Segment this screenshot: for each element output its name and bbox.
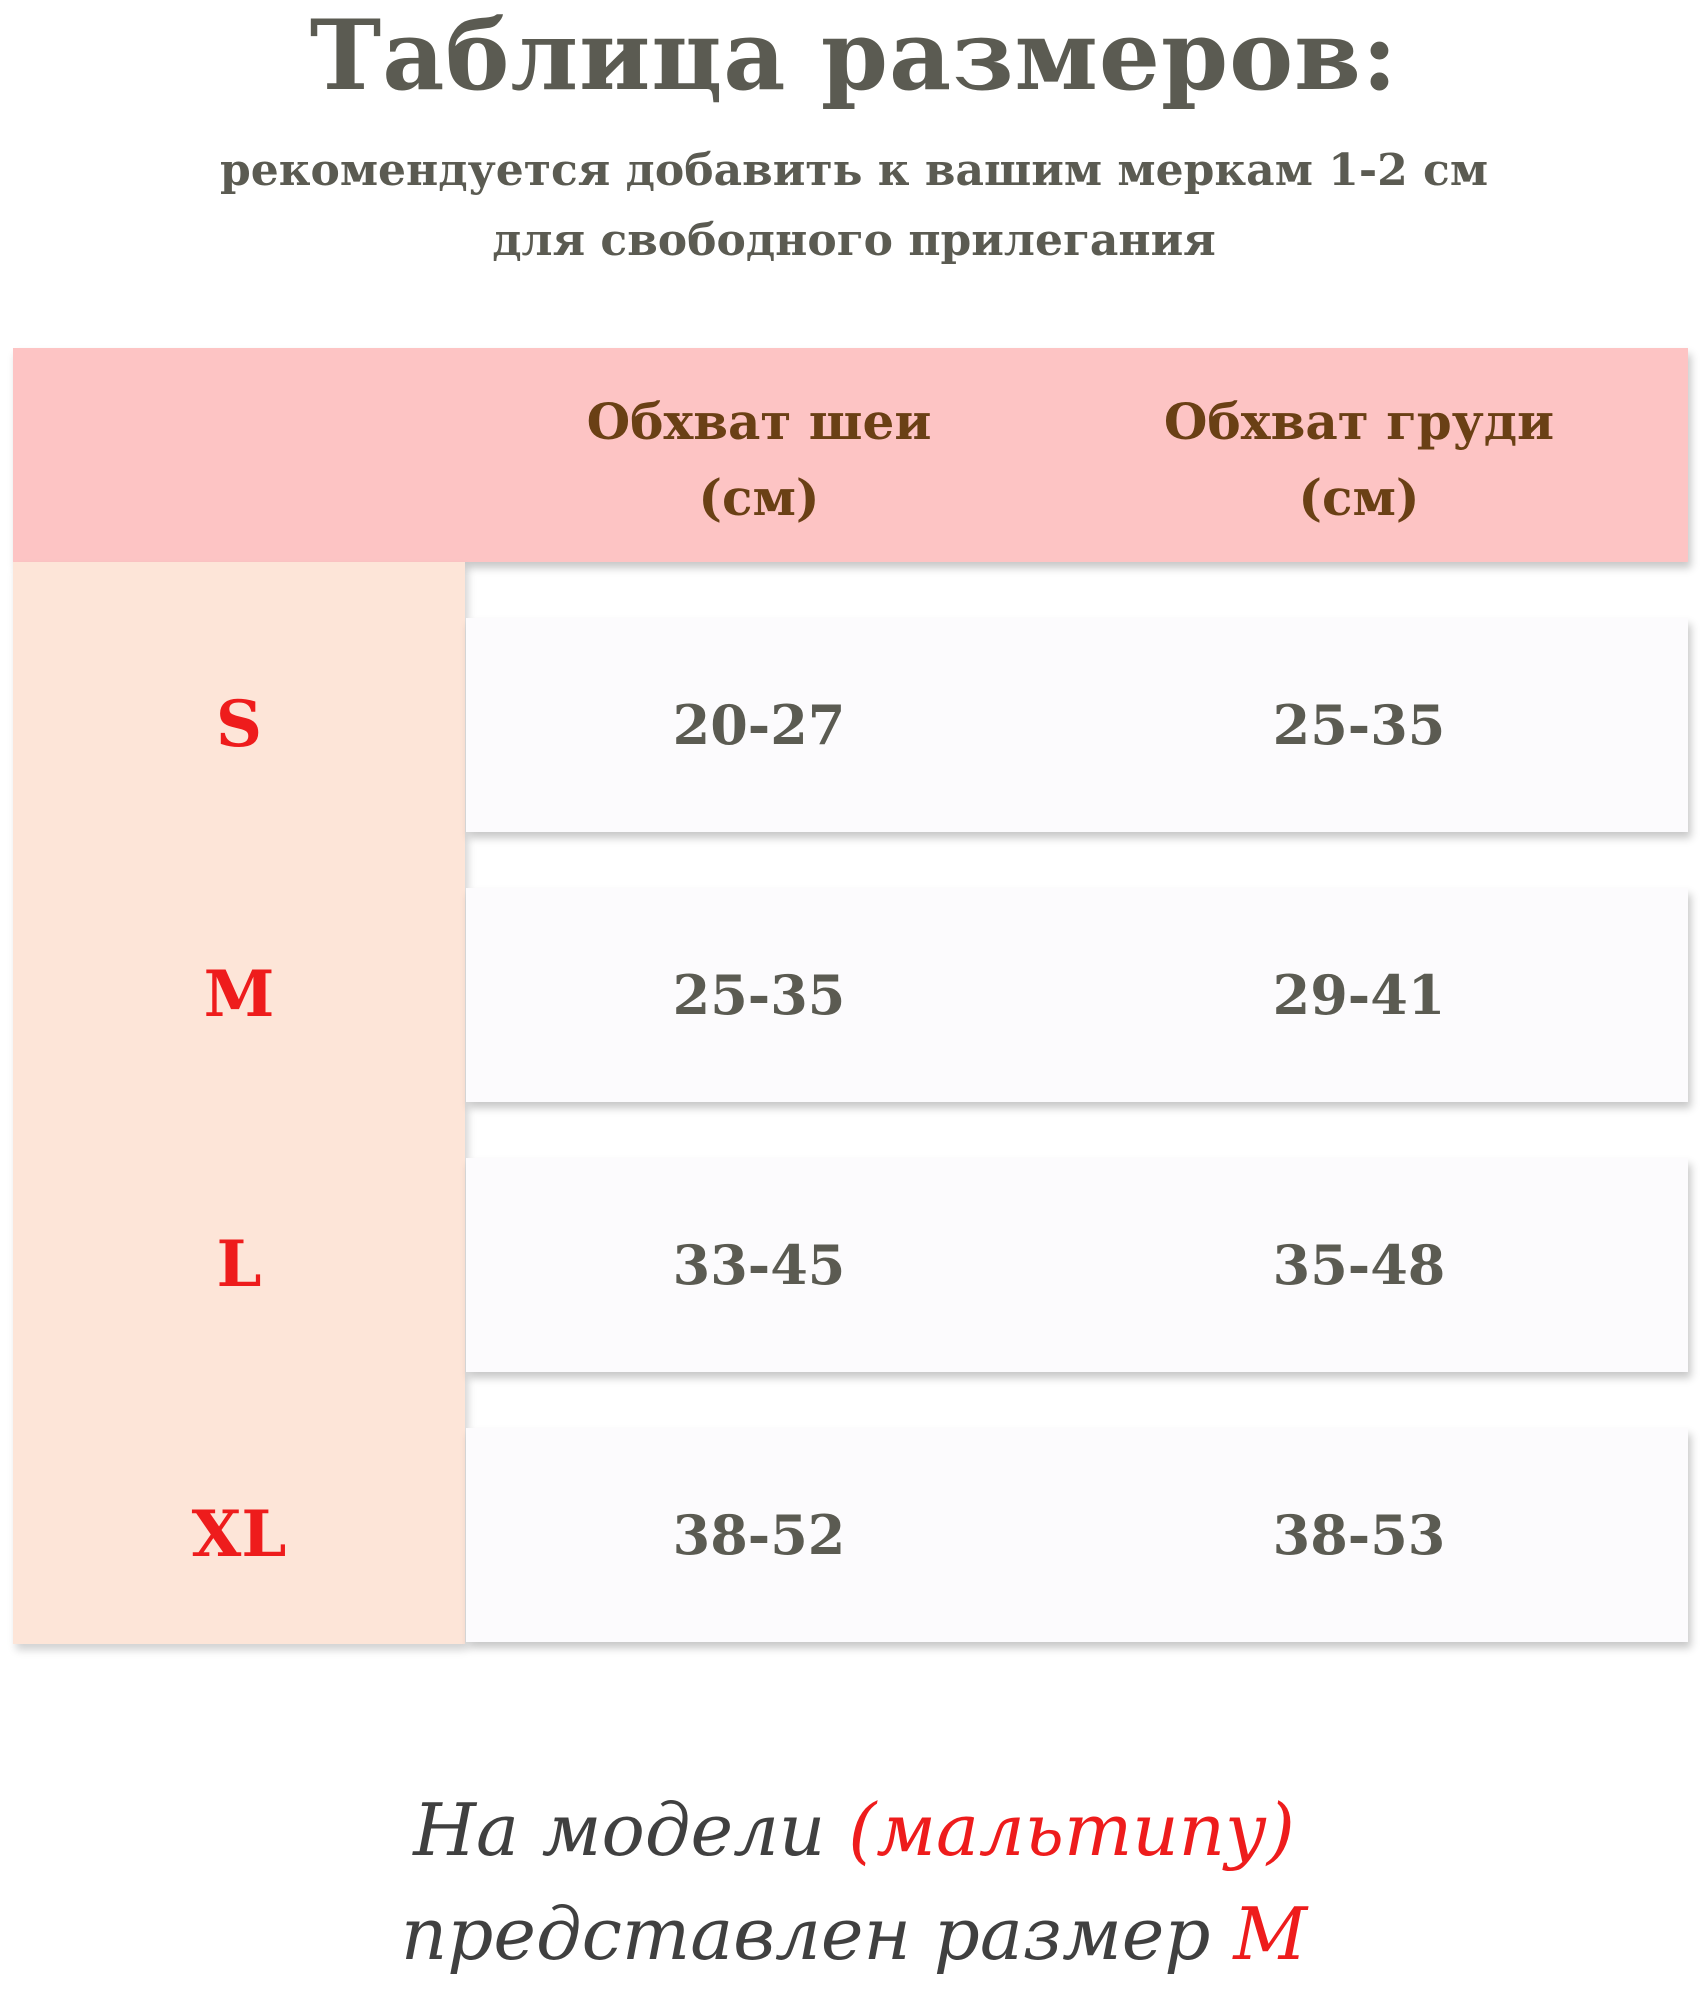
- model-note-text-1: На модели: [413, 1788, 849, 1872]
- column-header-neck-label: Обхват шеи: [586, 392, 932, 451]
- model-note-line-1: [0, 1770, 1708, 1890]
- cell-chest-m: 29-41: [1272, 963, 1446, 1027]
- size-label-xl: XL: [191, 1497, 287, 1572]
- page-title: Таблица размеров:: [309, 0, 1399, 112]
- subtitle-line-1: рекомендуется добавить к вашим меркам 1-2 см: [219, 145, 1489, 196]
- model-breed: (мальтипу): [848, 1788, 1295, 1872]
- column-header-chest-unit: (см): [1298, 468, 1420, 527]
- page-subtitle: [0, 136, 1708, 276]
- model-note-text-2: представлен размер: [400, 1892, 1234, 1976]
- size-label-l: L: [216, 1227, 262, 1302]
- column-header-chest-label: Обхват груди: [1163, 392, 1555, 451]
- cell-neck-xl: 38-52: [672, 1503, 846, 1567]
- model-note-line-2: [0, 1874, 1708, 1994]
- column-header-chest: [1099, 384, 1619, 536]
- cell-neck-s: 20-27: [672, 693, 846, 757]
- column-header-neck: [499, 384, 1019, 536]
- cell-neck-l: 33-45: [672, 1233, 846, 1297]
- model-size: M: [1233, 1892, 1308, 1976]
- size-label-s: S: [215, 687, 263, 762]
- cell-chest-s: 25-35: [1272, 693, 1446, 757]
- cell-chest-xl: 38-53: [1272, 1503, 1446, 1567]
- cell-neck-m: 25-35: [672, 963, 846, 1027]
- size-label-m: M: [203, 957, 275, 1032]
- column-header-neck-unit: (см): [698, 468, 820, 527]
- cell-chest-l: 35-48: [1272, 1233, 1446, 1297]
- subtitle-line-2: для свободного прилегания: [492, 215, 1216, 266]
